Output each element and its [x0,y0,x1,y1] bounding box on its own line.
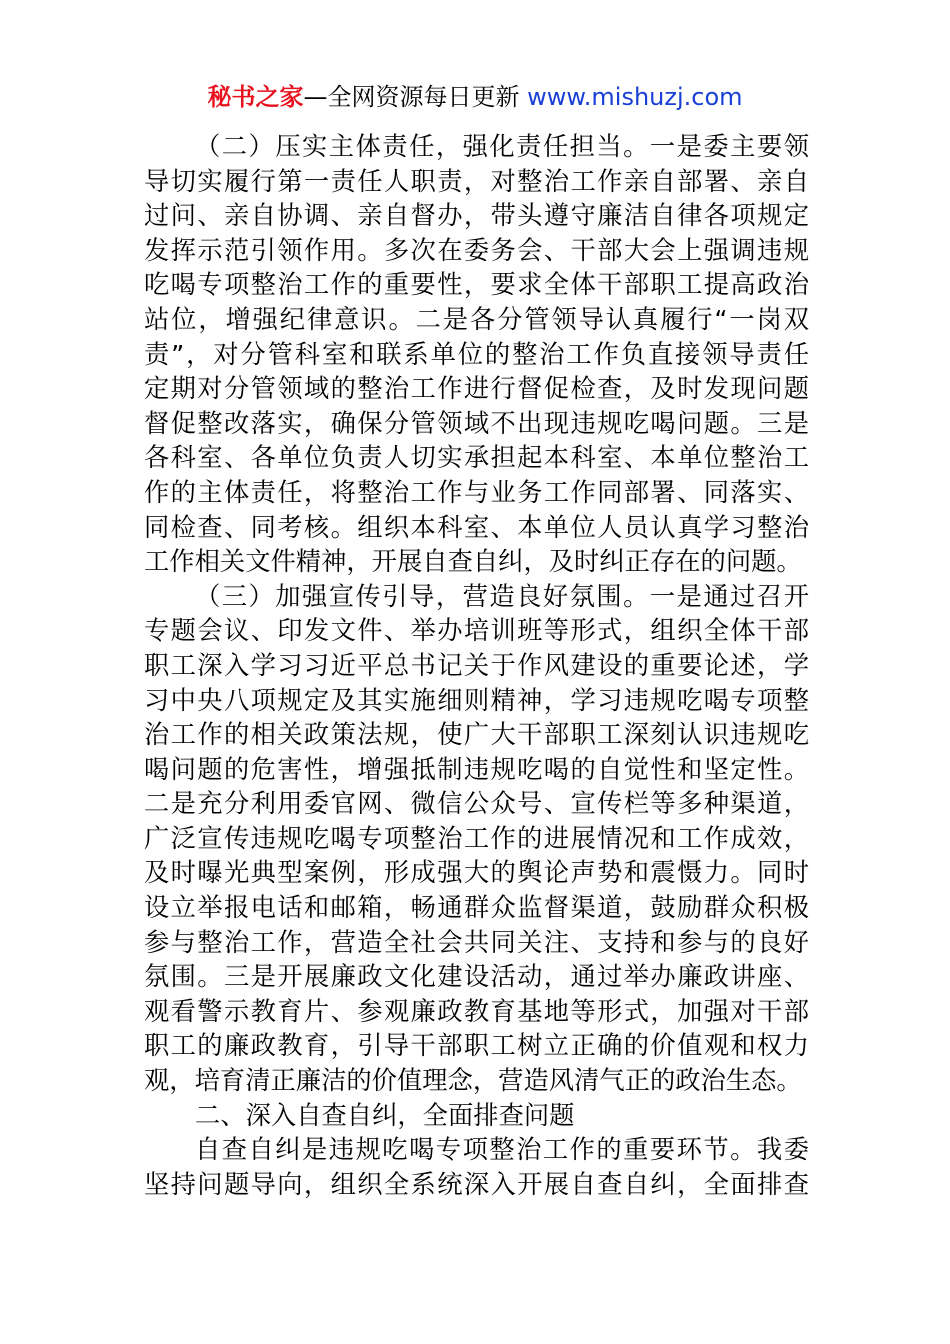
text-line: 习中央八项规定及其实施细则精神，学习违规吃喝专项整 [144,685,809,715]
header-tagline: —全网资源每日更新 [303,83,528,111]
text-line: 参与整治工作，营造全社会共同关注、支持和参与的良好 [144,927,809,957]
text-line: 观看警示教育片、参观廉政教育基地等形式，加强对干部 [144,996,809,1026]
section-heading-2-line: （二）压实主体责任，强化责任担当。一是委主要领 [195,132,809,161]
document-body [144,130,809,1202]
text-line: 各科室、各单位负责人切实承担起本科室、本单位整治工 [144,443,809,473]
brand-name: 秘书之家 [207,83,304,111]
text-line: 吃喝专项整治工作的重要性，要求全体干部职工提高政治 [144,270,809,300]
text-line: 专题会议、印发文件、举办培训班等形式，组织全体干部 [144,616,809,646]
text-line: 督促整改落实，确保分管领域不出现违规吃喝问题。三是 [144,408,809,438]
section-heading-two: 二、深入自查自纠，全面排查问题 [195,1100,575,1130]
text-line: 二是充分利用委官网、微信公众号、宣传栏等多种渠道， [144,789,809,819]
text-line: 喝问题的危害性，增强抵制违规吃喝的自觉性和坚定性。 [144,754,809,784]
text-line: 责”，对分管科室和联系单位的整治工作负直接领导责任 [144,339,809,369]
text-line: 工作相关文件精神，开展自查自纠，及时纠正存在的问题。 [144,547,802,577]
section-heading-3-line: （三）加强宣传引导，营造良好氛围。一是通过召开 [195,581,809,611]
text-line: 自查自纠是违规吃喝专项整治工作的重要环节。我委 [195,1135,809,1165]
text-line: 发挥示范引领作用。多次在委务会、干部大会上强调违规 [144,235,809,265]
text-line: 治工作的相关政策法规，使广大干部职工深刻认识违规吃 [144,720,809,750]
site-header [0,80,950,114]
text-line: 导切实履行第一责任人职责，对整治工作亲自部署、亲自 [144,166,809,196]
text-line: 过问、亲自协调、亲自督办，带头遵守廉洁自律各项规定 [144,201,809,231]
text-line: 同检查、同考核。组织本科室、本单位人员认真学习整治 [144,512,809,542]
text-line: 定期对分管领域的整治工作进行督促检查，及时发现问题 [144,374,809,404]
text-line: 广泛宣传违规吃喝专项整治工作的进展情况和工作成效， [144,823,809,853]
site-url-link[interactable]: www.mishuzj.com [527,83,743,111]
text-line: 职工深入学习习近平总书记关于作风建设的重要论述，学 [144,650,809,680]
text-line: 及时曝光典型案例，形成强大的舆论声势和震慑力。同时 [144,858,809,888]
text-line: 观，培育清正廉洁的价值理念，营造风清气正的政治生态。 [144,1066,802,1096]
text-line: 职工的廉政教育，引导干部职工树立正确的价值观和权力 [144,1031,809,1061]
text-line: 氛围。三是开展廉政文化建设活动，通过举办廉政讲座、 [144,962,809,992]
text-line: 作的主体责任，将整治工作与业务工作同部署、同落实、 [144,477,809,507]
text-line: 坚持问题导向，组织全系统深入开展自查自纠，全面排查 [144,1169,809,1199]
text-line: 设立举报电话和邮箱，畅通群众监督渠道，鼓励群众积极 [144,893,809,923]
text-line: 站位，增强纪律意识。二是各分管领导认真履行“一岗双 [144,304,809,334]
